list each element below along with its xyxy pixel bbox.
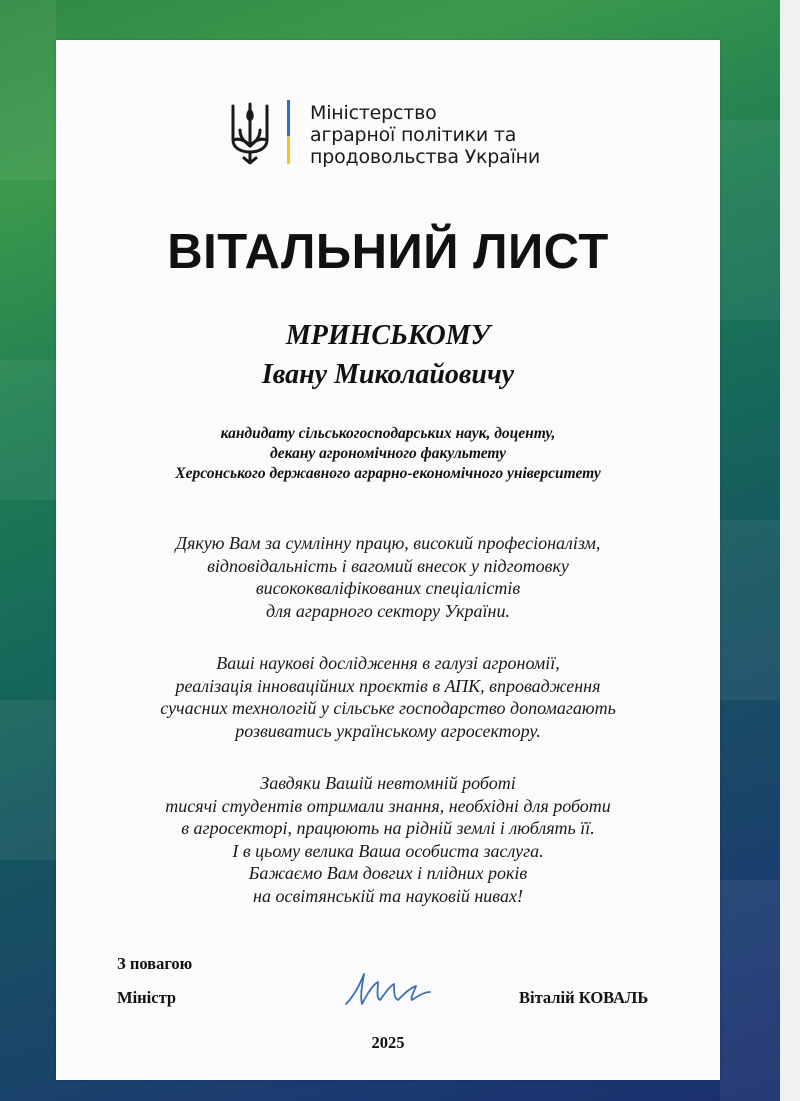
frame-tile (0, 700, 56, 860)
body-line: реалізація інноваційних проєктів в АПК, впровадження (175, 675, 601, 696)
ministry-line: Міністерство (310, 102, 437, 124)
frame-tile (720, 120, 780, 320)
recipient-given-names: Івану Миколайовичу (261, 359, 515, 390)
closing-regards: З повагою (117, 954, 193, 973)
body-line: розвиватись українському агросектору. (235, 720, 541, 741)
frame-tile (0, 360, 56, 500)
ministry-name (310, 102, 540, 168)
frame-tile (720, 520, 780, 700)
body-paragraph-research (56, 652, 720, 742)
frame-tile (720, 880, 780, 1101)
signer-title: Міністр (117, 988, 177, 1007)
body-line: висококваліфікованих спеціалістів (255, 578, 521, 598)
body-line: І в цьому велика Ваша особиста заслуга. (232, 840, 544, 861)
logo-divider (287, 100, 290, 164)
body-paragraph-wishes (56, 772, 720, 907)
position-line: декану агрономічного факультету (270, 445, 506, 462)
recipient-position (56, 424, 720, 484)
body-line: відповідальність і вагомий внесок у підготовку (207, 555, 569, 576)
signer-name: Віталій КОВАЛЬ (519, 988, 649, 1007)
body-line: Ваші наукові дослідження в галузі агрономії, (216, 653, 560, 673)
position-line: Херсонського державного аграрно-економічного університету (175, 465, 601, 482)
recipient-surname: МРИНСЬКОМУ (285, 320, 491, 351)
handwritten-signature-icon (340, 966, 436, 1014)
ministry-line: продовольства України (310, 146, 541, 168)
body-line: Бажаємо Вам довгих і плідних років (248, 863, 528, 883)
body-line: тисячі студентів отримали знання, необхідні для роботи (165, 795, 611, 816)
body-line: для аграрного сектору України. (266, 600, 510, 621)
body-line: Завдяки Вашій невтомній роботі (260, 773, 516, 793)
letter-title: ВІТАЛЬНИЙ ЛИСТ (167, 225, 609, 279)
trident-icon (229, 100, 271, 166)
frame-tile (0, 0, 56, 180)
letter-year: 2025 (371, 1033, 405, 1052)
body-paragraph-gratitude (56, 532, 720, 622)
body-line: в агросекторі, працюють на рідній землі і люблять її. (181, 818, 595, 838)
logo-divider-yellow (287, 136, 290, 164)
position-line: кандидату сільськогосподарських наук, доценту, (220, 425, 556, 442)
body-line: Дякую Вам за сумлінну працю, високий професіоналізм, (175, 533, 601, 553)
logo-divider-blue (287, 100, 290, 136)
ministry-line: аграрної політики та (310, 124, 517, 146)
body-line: сучасних технологій у сільське господарство допомагають (160, 698, 616, 718)
body-line: на освітянській та науковій нивах! (253, 885, 523, 906)
